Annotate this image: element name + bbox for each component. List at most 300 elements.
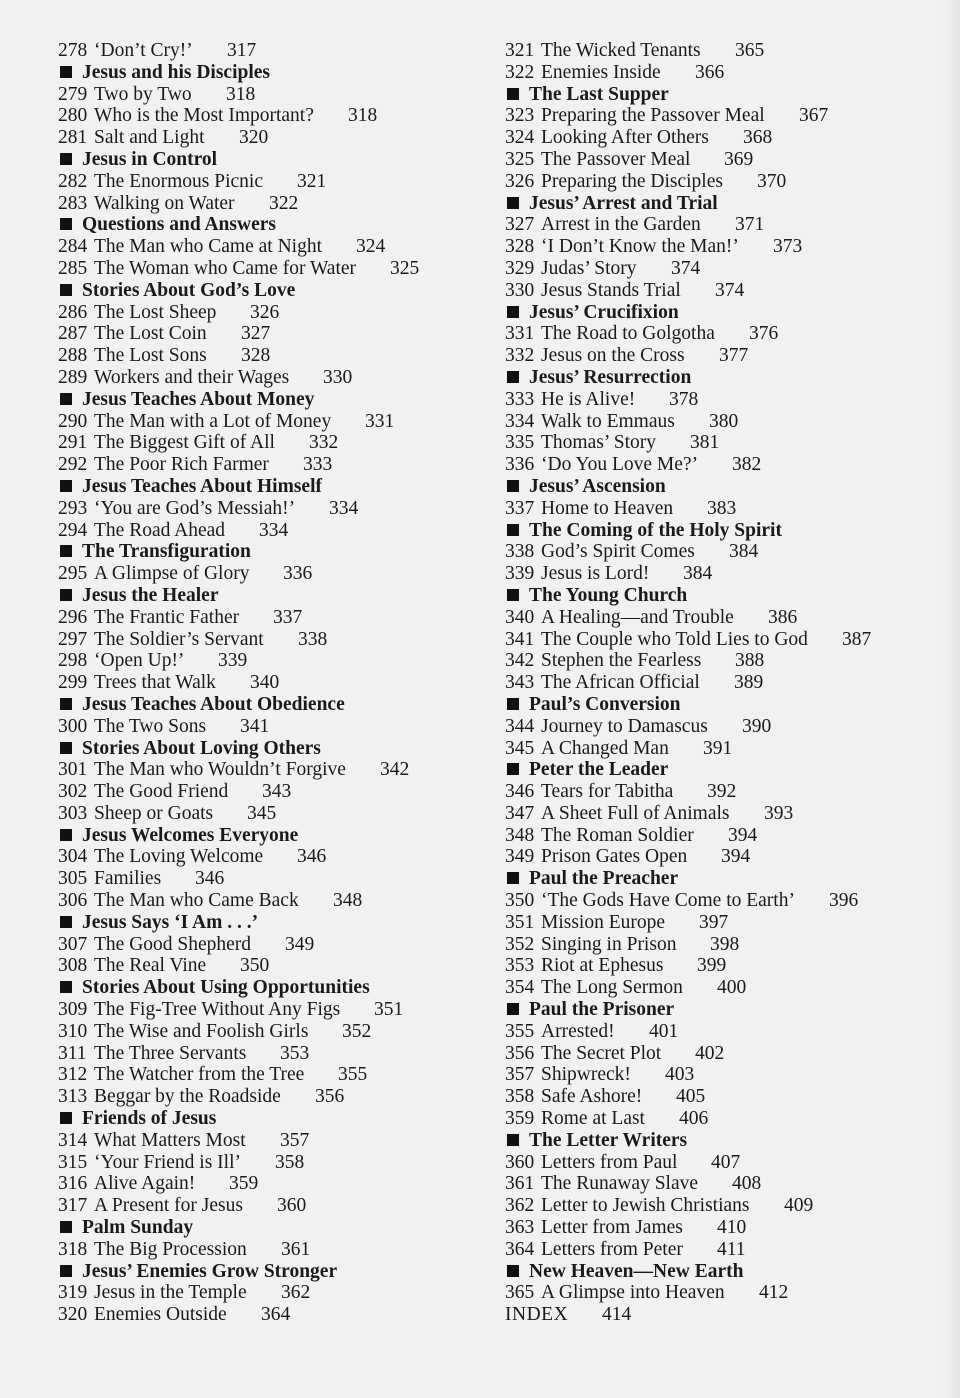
story-number: 294 [58,519,88,541]
story-number: 314 [58,1129,88,1151]
contents-entry [58,607,478,629]
square-bullet-icon [60,981,72,993]
page-number: 343 [262,781,292,803]
section-title: Questions and Answers [82,214,276,236]
story-title: Judas’ Story [541,257,637,279]
story-title: Prison Gates Open [541,846,688,868]
contents-entry [58,781,478,803]
section-title: Jesus Teaches About Himself [82,475,322,497]
page-number: 351 [374,999,404,1021]
page-number: 338 [298,628,328,650]
contents-entry [58,1239,478,1261]
page-number: 365 [735,40,765,61]
story-number: 330 [505,279,535,301]
square-bullet-icon [60,393,72,405]
story-title: Preparing the Passover Meal [541,105,765,127]
page-number: 405 [676,1086,706,1108]
contents-entry [58,302,478,324]
story-number: 354 [505,977,535,999]
contents-entry [505,214,945,236]
story-title: Arrest in the Garden [541,214,701,236]
story-title: Jesus in the Temple [94,1282,247,1304]
page-number: 360 [277,1195,307,1217]
section-heading [58,825,478,847]
story-title: The Man who Came at Night [94,236,322,258]
section-heading [505,84,945,106]
story-number: 341 [505,628,535,650]
story-number: 320 [58,1304,88,1326]
story-number: 316 [58,1173,88,1195]
section-title: The Coming of the Holy Spirit [529,519,782,541]
square-bullet-icon [507,524,519,536]
story-number: 278 [58,40,88,61]
page-number: 386 [768,606,798,628]
page-number: 397 [699,911,729,933]
story-number: 333 [505,388,535,410]
story-title: The Wise and Foolish Girls [94,1020,309,1042]
square-bullet-icon [60,829,72,841]
square-bullet-icon [60,698,72,710]
story-title: Walking on Water [94,192,235,214]
contents-entry [505,650,945,672]
contents-entry [58,716,478,738]
story-title: Mission Europe [541,911,666,933]
contents-entry [58,1086,478,1108]
story-number: 336 [505,454,535,476]
section-heading [58,476,478,498]
contents-entry [58,1152,478,1174]
page-number: 412 [759,1282,789,1304]
page-number: 341 [240,715,270,737]
section-heading [505,999,945,1021]
contents-entry [505,1195,945,1217]
story-number: 282 [58,170,88,192]
story-number: 300 [58,715,88,737]
story-title: The Roman Soldier [541,824,694,846]
story-title: The Road to Golgotha [541,323,715,345]
contents-entry [505,323,945,345]
story-number: 304 [58,846,88,868]
story-title: Sheep or Goats [94,802,214,824]
story-number: 301 [58,759,88,781]
story-title: Families [94,868,162,890]
story-number: 311 [58,1042,87,1064]
contents-entry [505,258,945,280]
square-bullet-icon [507,1003,519,1015]
story-title: The Good Friend [94,781,229,803]
story-title: ‘Don’t Cry!’ [94,40,193,61]
page-number: 383 [707,497,737,519]
contents-entry [58,672,478,694]
page-number: 368 [743,127,773,149]
story-number: 321 [505,40,535,61]
contents-entry [505,498,945,520]
story-title: The Poor Rich Farmer [94,454,269,476]
page-number: 334 [259,519,289,541]
contents-entry [505,411,945,433]
story-title: The Wicked Tenants [541,40,701,61]
page-number: 321 [297,170,327,192]
square-bullet-icon [507,1265,519,1277]
story-title: The Man who Came Back [94,890,299,912]
section-title: Jesus’ Arrest and Trial [529,192,718,214]
story-number: 291 [58,432,88,454]
page-number: 342 [380,759,410,781]
section-title: Paul’s Conversion [529,693,681,715]
contents-entry [505,1108,945,1130]
section-title: Stories About Loving Others [82,737,321,759]
square-bullet-icon [507,872,519,884]
story-number: 329 [505,257,535,279]
page-number: 401 [649,1020,679,1042]
contents-entry [58,236,478,258]
contents-entry [58,1043,478,1065]
page-number: 380 [709,410,739,432]
section-title: Jesus Teaches About Money [82,388,315,410]
story-number: 331 [505,323,535,345]
section-heading [58,738,478,760]
page-number: 406 [679,1108,709,1130]
section-title: The Last Supper [529,83,669,105]
section-title: Peter the Leader [529,759,669,781]
story-number: 351 [505,911,535,933]
contents-entry [58,127,478,149]
page-number: 362 [281,1282,311,1304]
square-bullet-icon [60,284,72,296]
contents-entry [505,825,945,847]
story-title: He is Alive! [541,388,636,410]
square-bullet-icon [60,1112,72,1124]
story-number: 296 [58,606,88,628]
contents-entry [505,454,945,476]
story-number: 339 [505,563,535,585]
page-number: 358 [275,1151,305,1173]
story-number: 332 [505,345,535,367]
contents-entry [505,955,945,977]
page-number: 330 [323,366,353,388]
story-title: Journey to Damascus [541,715,708,737]
contents-entry [58,454,478,476]
story-number: 308 [58,955,88,977]
story-number: 342 [505,650,535,672]
page-number: 377 [719,345,749,367]
contents-entry [58,105,478,127]
page-number: 407 [711,1151,741,1173]
contents-entry [58,868,478,890]
contents-entry [505,738,945,760]
page-number: 333 [303,454,333,476]
story-title: The Man who Wouldn’t Forgive [94,759,346,781]
story-number: 306 [58,890,88,912]
page-number: 399 [697,955,727,977]
square-bullet-icon [60,545,72,557]
page-number: 366 [695,61,725,83]
square-bullet-icon [60,480,72,492]
story-number: 353 [505,955,535,977]
story-number: 319 [58,1282,88,1304]
contents-entry [505,541,945,563]
section-heading [505,193,945,215]
contents-entry [505,1064,945,1086]
story-number: 361 [505,1173,535,1195]
story-title: The Road Ahead [94,519,226,541]
story-number: 288 [58,345,88,367]
contents-entry [58,345,478,367]
page-number: 403 [665,1064,695,1086]
story-number: 347 [505,802,535,824]
section-title: Jesus Says ‘I Am . . .’ [82,911,259,933]
section-heading [58,585,478,607]
page-number: 381 [690,432,720,454]
contents-entry [58,759,478,781]
contents-entry [505,716,945,738]
page-number: 339 [218,650,248,672]
story-title: The Loving Welcome [94,846,264,868]
story-title: Enemies Inside [541,61,661,83]
page-number: 370 [757,170,787,192]
contents-entry [58,367,478,389]
section-heading [505,585,945,607]
story-number: 290 [58,410,88,432]
contents-entry [505,563,945,585]
square-bullet-icon [60,1221,72,1233]
square-bullet-icon [507,371,519,383]
section-heading [58,1261,478,1283]
story-title: Enemies Outside [94,1304,227,1326]
story-number: 310 [58,1020,88,1042]
story-number: 299 [58,672,88,694]
page-number: 387 [842,628,872,650]
contents-left-column [58,40,478,1326]
section-heading [58,912,478,934]
page-number: 327 [241,323,271,345]
story-number: 292 [58,454,88,476]
story-title: A Glimpse into Heaven [541,1282,725,1304]
contents-entry [58,563,478,585]
story-number: 324 [505,127,535,149]
story-title: The Secret Plot [541,1042,662,1064]
story-title: The Three Servants [94,1042,247,1064]
story-number: 328 [505,236,535,258]
story-title: Home to Heaven [541,497,674,519]
story-number: 281 [58,127,88,149]
story-title: ‘You are God’s Messiah!’ [94,497,296,519]
contents-entry [505,40,945,62]
story-title: Arrested! [541,1020,615,1042]
contents-entry [505,149,945,171]
section-title: Jesus’ Resurrection [529,366,692,388]
story-number: 348 [505,824,535,846]
story-number: 337 [505,497,535,519]
contents-entry [505,280,945,302]
story-number: 358 [505,1086,535,1108]
contents-entry [58,955,478,977]
section-title: The Transfiguration [82,541,251,563]
contents-entry [58,498,478,520]
story-number: 283 [58,192,88,214]
page-number: 398 [710,933,740,955]
page-number: 340 [250,672,280,694]
contents-entry [505,1086,945,1108]
story-number: 362 [505,1195,535,1217]
square-bullet-icon [60,742,72,754]
contents-entry [58,1173,478,1195]
story-number: 298 [58,650,88,672]
section-title: Jesus’ Ascension [529,475,666,497]
story-number: 340 [505,606,535,628]
page-number: 355 [338,1064,368,1086]
section-heading [58,1217,478,1239]
section-title: Palm Sunday [82,1217,194,1239]
contents-entry [505,171,945,193]
page-number: 350 [240,955,270,977]
story-number: 349 [505,846,535,868]
contents-entry [505,345,945,367]
story-number: 302 [58,781,88,803]
story-number: 345 [505,737,535,759]
contents-entry [505,1152,945,1174]
section-title: Jesus in Control [82,148,218,170]
story-title: Jesus is Lord! [541,563,650,585]
page-number: 331 [365,410,395,432]
story-number: 323 [505,105,535,127]
page-number: 364 [261,1304,291,1326]
page-number: 414 [602,1304,632,1326]
story-title: The Good Shepherd [94,933,252,955]
section-heading [505,476,945,498]
story-title: A Sheet Full of Animals [541,802,730,824]
section-heading [58,1108,478,1130]
page-number: 359 [229,1173,259,1195]
contents-entry [505,934,945,956]
story-number: 322 [505,61,535,83]
section-heading [505,694,945,716]
contents-entry [505,672,945,694]
story-number: 343 [505,672,535,694]
story-number: 309 [58,999,88,1021]
index-entry [505,1304,945,1326]
section-heading [58,541,478,563]
section-heading [58,149,478,171]
contents-entry [58,411,478,433]
story-title: The Enormous Picnic [94,170,263,192]
story-number: 303 [58,802,88,824]
story-title: A Glimpse of Glory [94,563,250,585]
contents-entry [505,781,945,803]
story-number: 359 [505,1108,535,1130]
contents-entry [505,890,945,912]
contents-entry [58,84,478,106]
page-number: 391 [703,737,733,759]
story-title: Jesus on the Cross [541,345,685,367]
section-title: Paul the Preacher [529,868,679,890]
contents-entry [58,323,478,345]
contents-entry [58,171,478,193]
story-title: The Long Sermon [541,977,683,999]
contents-entry [505,629,945,651]
page-number: 393 [764,802,794,824]
story-title: The Lost Sheep [94,301,217,323]
contents-entry [58,1130,478,1152]
contents-entry [58,40,478,62]
story-number: 280 [58,105,88,127]
page-number: 411 [717,1238,746,1260]
story-title: Safe Ashore! [541,1086,643,1108]
section-heading [58,280,478,302]
story-title: Letter from James [541,1217,683,1239]
story-title: The Couple who Told Lies to God [541,628,808,650]
contents-entry [58,1064,478,1086]
contents-entry [505,1173,945,1195]
page-number: 382 [732,454,762,476]
section-title: Jesus Teaches About Obedience [82,693,345,715]
story-title: Alive Again! [94,1173,196,1195]
section-heading [505,302,945,324]
section-title: New Heaven—New Earth [529,1260,744,1282]
contents-entry [58,1195,478,1217]
story-title: The Watcher from the Tree [94,1064,305,1086]
square-bullet-icon [507,480,519,492]
story-title: Letters from Peter [541,1238,683,1260]
page-number: 378 [669,388,699,410]
story-number: 285 [58,257,88,279]
story-number: 284 [58,236,88,258]
story-number: 355 [505,1020,535,1042]
page-number: 345 [247,802,277,824]
contents-entry [505,803,945,825]
story-title: The Passover Meal [541,148,691,170]
page-number: 392 [707,781,737,803]
story-title: The Woman who Came for Water [94,257,357,279]
contents-entry [505,236,945,258]
square-bullet-icon [507,1134,519,1146]
square-bullet-icon [60,589,72,601]
story-number: 356 [505,1042,535,1064]
section-title: Jesus’ Enemies Grow Stronger [82,1260,338,1282]
story-number: 363 [505,1217,535,1239]
contents-entry [505,127,945,149]
story-title: Letters from Paul [541,1151,678,1173]
square-bullet-icon [507,197,519,209]
story-number: 325 [505,148,535,170]
section-heading [58,62,478,84]
page-number: 337 [273,606,303,628]
story-number: 327 [505,214,535,236]
section-title: Jesus’ Crucifixion [529,301,679,323]
story-title: Who is the Most Important? [94,105,314,127]
story-title: What Matters Most [94,1129,246,1151]
section-heading [505,1261,945,1283]
section-heading [58,214,478,236]
page-number: 367 [799,105,829,127]
page-number: 326 [250,301,280,323]
section-title: Jesus the Healer [82,584,219,606]
story-title: Workers and their Wages [94,366,290,388]
contents-entry [505,912,945,934]
page-number: 349 [285,933,315,955]
story-title: A Changed Man [541,737,669,759]
story-number: 293 [58,497,88,519]
contents-entry [58,999,478,1021]
story-number: 315 [58,1151,88,1173]
story-number: 352 [505,933,535,955]
story-number: 350 [505,890,535,912]
story-title: Trees that Walk [94,672,216,694]
story-number: 286 [58,301,88,323]
contents-entry [58,650,478,672]
story-title: INDEX [505,1304,569,1326]
contents-entry [58,258,478,280]
